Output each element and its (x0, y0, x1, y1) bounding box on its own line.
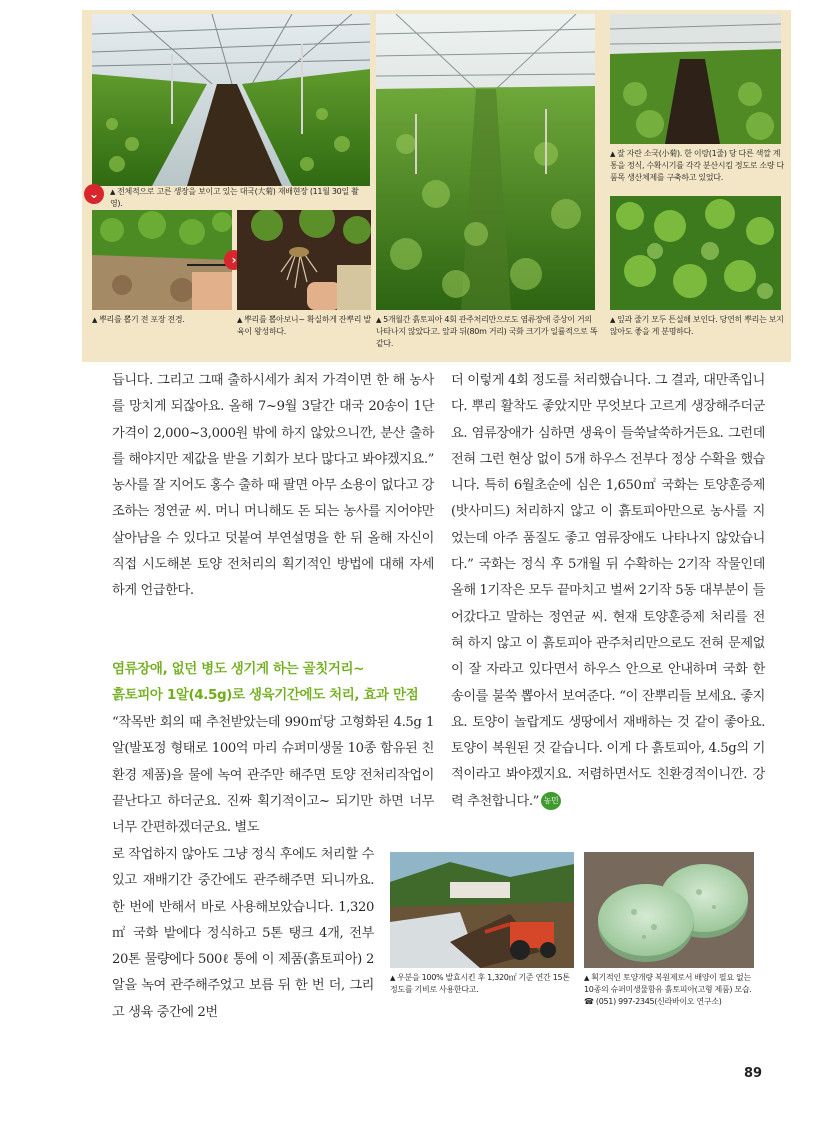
right-column (451, 368, 765, 815)
left-column-top (112, 368, 434, 605)
arrow-down-badge-icon: ⌄ (84, 184, 104, 204)
section-heading-line-1: 염류장애, 없던 병도 생기게 하는 골칫거리~ (112, 661, 365, 677)
caption-field-overview: ▲ 전체적으로 고른 생장을 보이고 있는 대국(大菊) 재배현장 (11월 30일 촬영). (110, 187, 359, 208)
page-number: 89 (744, 1066, 763, 1081)
left-column-bottom (112, 842, 374, 1026)
caption-roots-check: ▲ 뿌리를 뽑아보니~ 확실하게 잔뿌리 발육이 왕성하다. (237, 315, 371, 336)
left-column-middle (112, 710, 434, 841)
five-months-greenhouse-photo (376, 14, 595, 310)
caption-small-mums: ▲ 잘 자란 소국(小菊). 한 이랑(1줄) 당 다른 색깔 계통을 정식, 수확시기를 각각 분산시킴 정도로 소량 다품목 생산체제를 구축하고 있었다. (610, 149, 784, 182)
before-uprooting-photo (92, 210, 232, 310)
greenhouse-daeguk-photo (92, 14, 370, 186)
arrow-right-badge-icon: › (224, 250, 244, 270)
product-tablets-photo (584, 852, 754, 968)
leaves-stems-photo (610, 196, 781, 310)
caption-five-months: ▲ 5개월간 흙토피아 4회 관주처리만으로도 염류장애 증상이 거의 나타나지 않았다고. 앞과 뒤(80m 거리) 국화 크기가 일률적으로 똑같다. (376, 315, 598, 348)
manure-tractor-photo (390, 852, 574, 968)
section-heading-line-2: 흙토피아 1알(4.5g)로 생육기간에도 처리, 효과 만점 (112, 687, 419, 703)
caption-leaves-stems: ▲ 잎과 줄기 모두 튼실해 보인다. 당연히 뿌리는 보지 않아도 좋을 게 분명하다. (610, 315, 784, 336)
roots-check-photo (237, 210, 371, 310)
left-paragraph-1: 듭니다. 그리고 그때 출하시세가 최저 가격이면 한 해 농사를 망치게 되잖아요. 올해 7~9월 3달간 대국 20송이 1단 가격이 2,000~3,000원 밖에 하지 않았으니깐, 분산 출하를 해야지만 제값을 받을 기회가 보다 많다고 봐야겠지요.” 농사를 잘 지어도 홍수 출하 때 팔면 아무 소용이 없다고 강조하는 정연균 씨. 머니 머니해도 돈 되는 농사를 지어야만 살아남을 수 있다고 덧붙여 부연설명을 한 뒤 올해 자신이 직접 시도해본 토양 전처리의 획기적인 방법에 대해 자세하게 언급한다. (112, 373, 434, 599)
section-heading (112, 656, 432, 708)
right-paragraph-1: 더 이렇게 4회 정도를 처리했습니다. 그 결과, 대만족입니다. 뿌리 활착도 좋았지만 무엇보다 고르게 생장해주더군요. 염류장애가 심하면 생육이 들쑥날쑥하거든요. 그런데 전혀 그런 현상 없이 5개 하우스 전부다 정상 수확을 했습니다. 특히 6월초순에 심은 1,650㎡ 국화는 토양훈증제(밧사미드) 처리하지 않고 이 흙토피아만으로 농사를 지었는데 아주 품질도 좋고 염류장애도 나타나지 않았습니다.” 국화는 정식 후 5개월 뒤 수확하는 2기작 작물인데 올해 1기작은 모두 끝마치고 벌써 2기작 5동 대부분이 들어갔다고 말하는 정연균 씨. 현재 토양훈증제 처리를 전혀 하지 않고 이 흙토피아 관주처리만으로도 전혀 문제없이 잘 자라고 있다면서 하우스 안으로 안내하며 국화 한 송이를 불쑥 뽑아서 보여준다. “이 잔뿌리들 보세요. 좋지요. 토양이 놀랍게도 생땅에서 재배하는 것 같이 좋아요. 토양이 복원된 것 같습니다. 이게 다 흙토피아, 4.5g의 기적이라고 봐야겠지요. 저렴하면서도 친환경적이니깐. 강력 추천합니다.” (451, 373, 765, 809)
left-paragraph-2: “작목반 회의 때 추천받았는데 990㎡당 고형화된 4.5g 1알(발포정 형태로 100억 마리 슈퍼미생물 10종 함유된 친환경 제품)을 물에 녹여 관주만 해주면 토양 전처리작업이 끝난다고 하더군요. 진짜 획기적이고~ 되기만 하면 너무 너무 간편하겠더군요. 별도 (112, 715, 434, 836)
caption-product: ▲ 획기적인 토양개량 복원제로서 배양이 필요 없는 10종의 슈퍼미생물함유 흙토피아(고형 제품) 모습. ☎ (051) 997-2345(신라바이오 연구소) (584, 973, 752, 1006)
caption-manure: ▲ 우분을 100% 발효시킨 후 1,320㎡ 기준 연간 15톤 정도를 기비로 사용한다고. (390, 973, 570, 994)
photo-panel (82, 10, 791, 362)
small-mums-photo (610, 14, 781, 144)
left-paragraph-3: 로 작업하지 않아도 그냥 정식 후에도 처리할 수 있고 재배기간 중간에도 관주해주면 되니까요. 한 번에 반해서 바로 사용해보았습니다. 1,320㎡ 국화 밭에다 정식하고 5톤 탱크 4개, 전부 20톤 물량에다 500ℓ 통에 이 제품(흙토피아) 2알을 녹여 관주해주었고 보름 뒤 한 번 더, 그리고 생육 중간에 2번 (112, 847, 374, 1020)
caption-before-planting: ▲ 뿌리를 뽑기 전 포장 전경. (92, 315, 185, 324)
magazine-logo-icon: 농민 (541, 792, 561, 810)
